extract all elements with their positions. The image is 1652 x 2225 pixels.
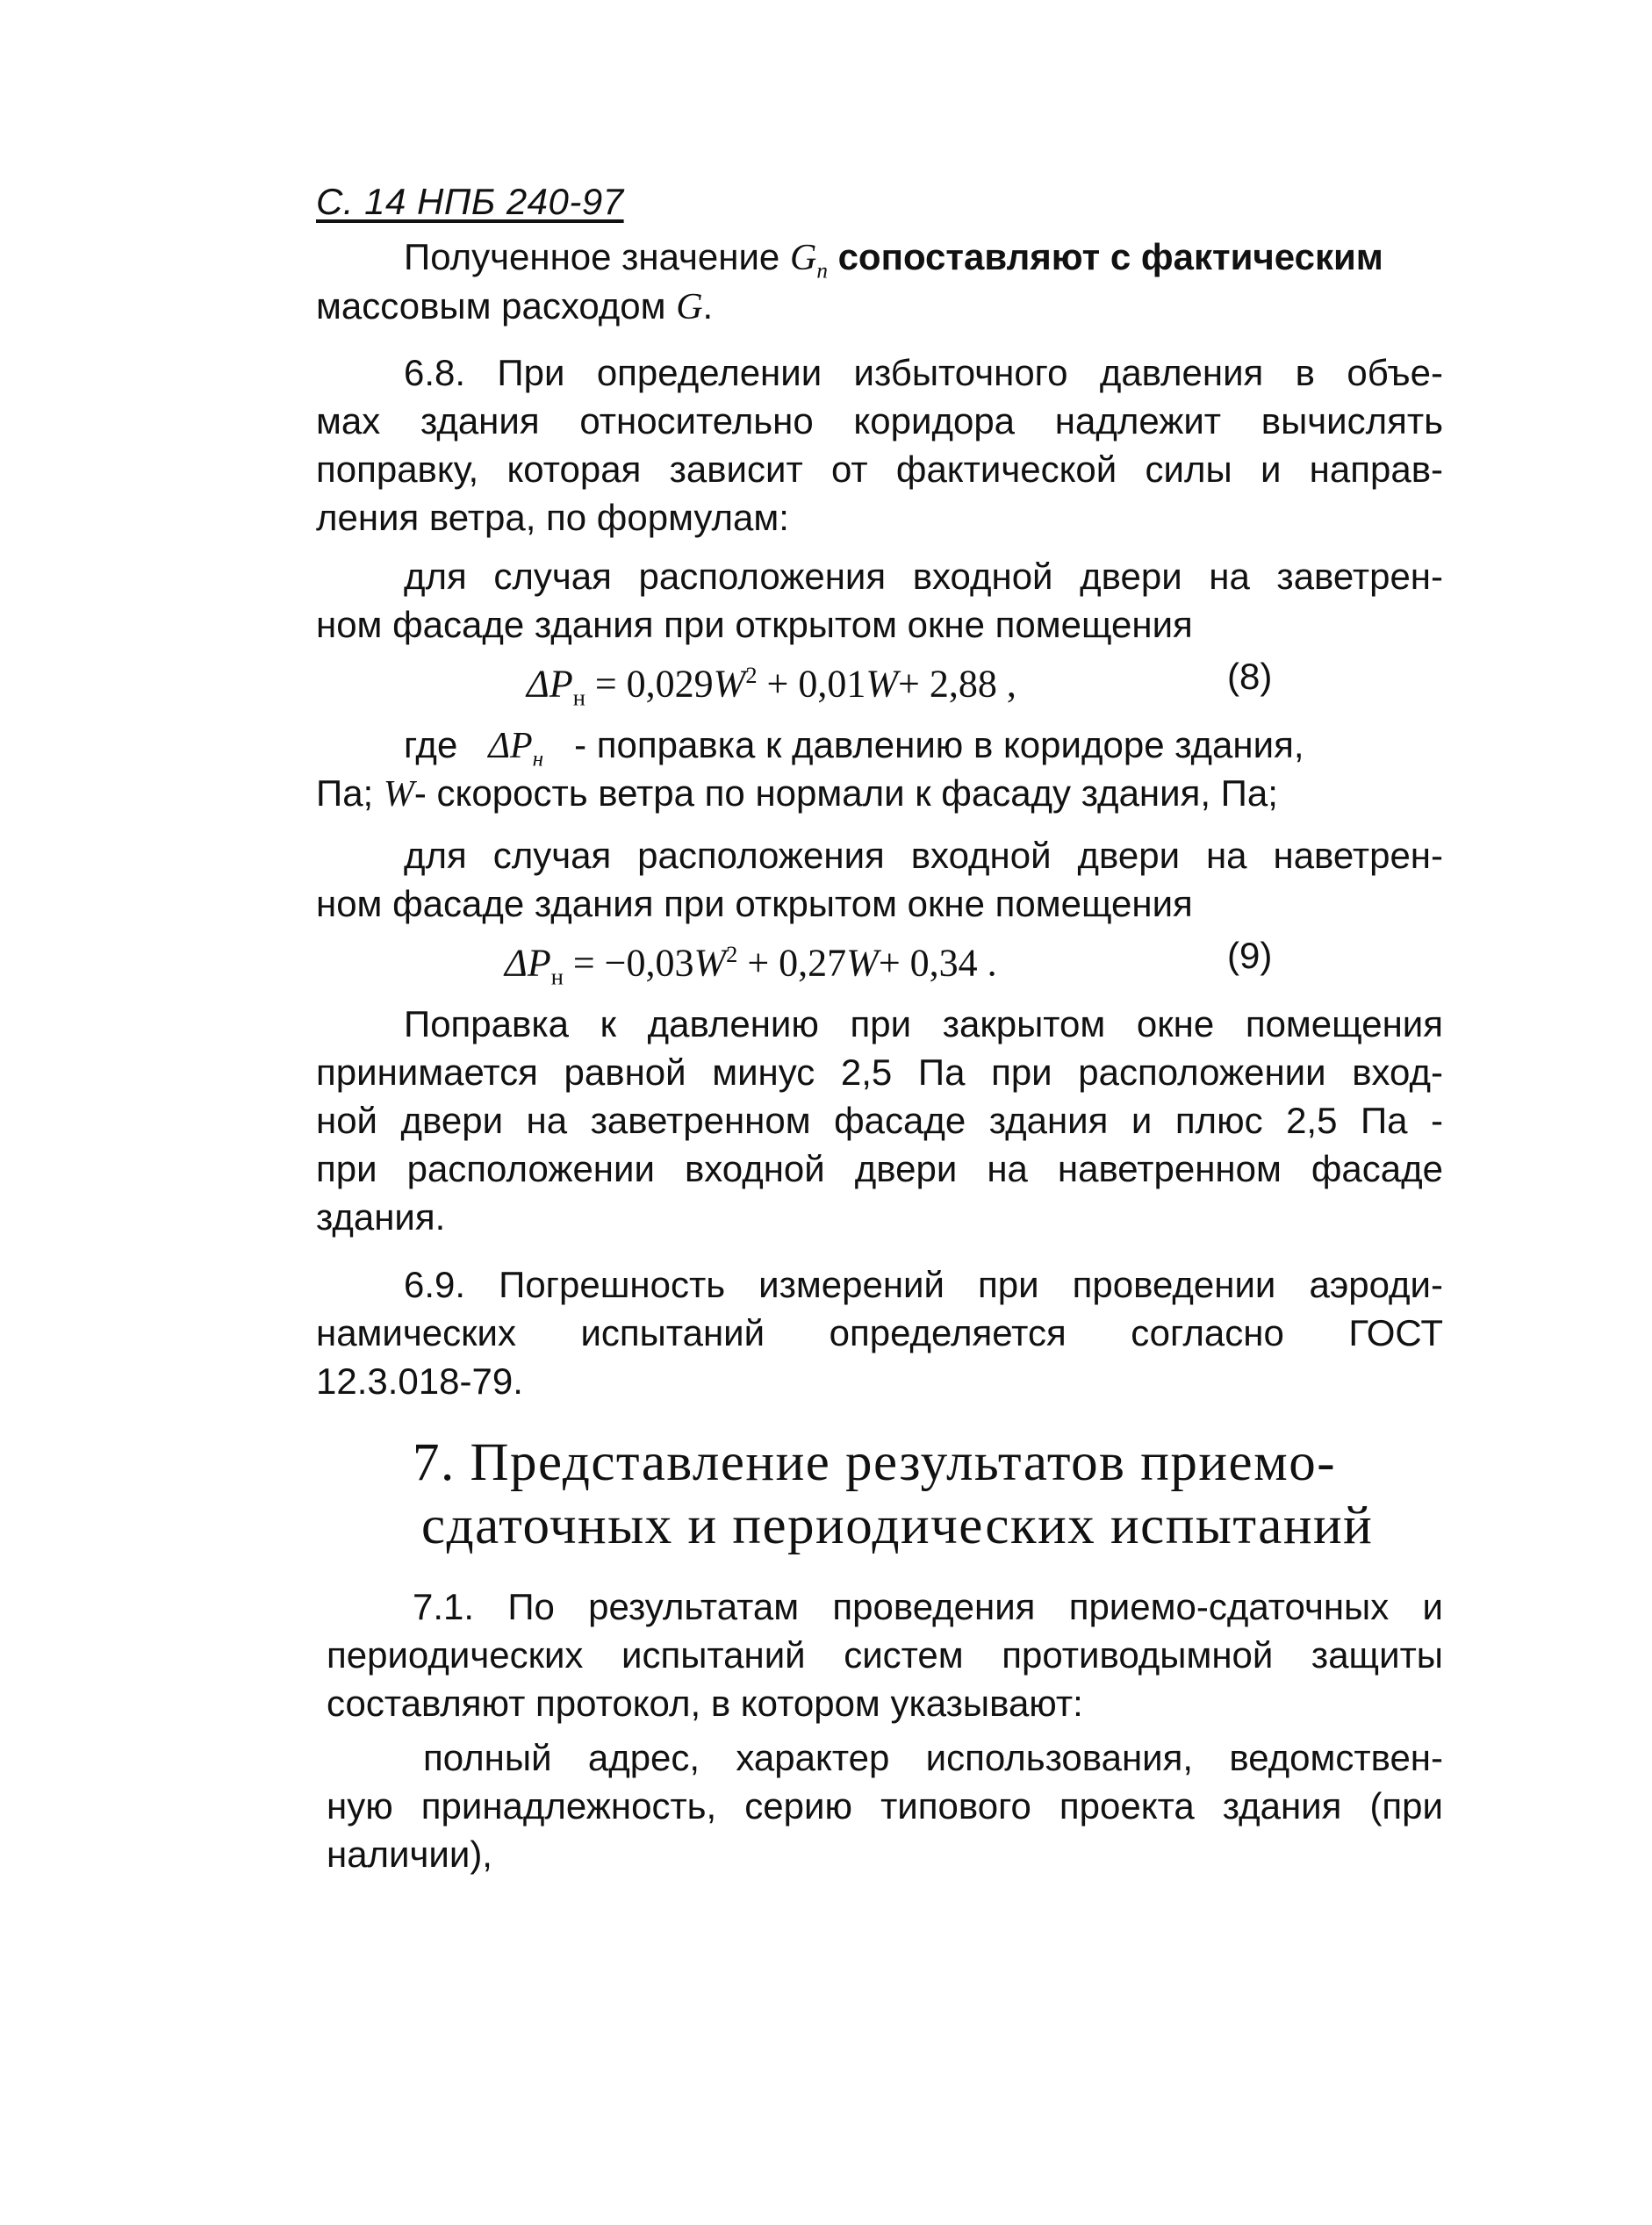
- paragraph-case-leeward-line-1: для случая расположения входной двери на заветрен-: [404, 556, 1443, 597]
- symbol-g: [789, 238, 828, 284]
- formula-constant: + 2,88 ,: [898, 662, 1016, 706]
- formula-9: [505, 930, 997, 1000]
- formula-subscript: н: [550, 963, 564, 990]
- paragraph-6-9-line-1: 6.9. Погрешность измерений при проведении аэроди-: [404, 1264, 1443, 1305]
- formula-coefficient: + 0,27: [737, 941, 847, 985]
- formula-variable-p: P: [527, 941, 551, 985]
- delta-symbol: Δ: [505, 941, 528, 985]
- text-span-period: .: [702, 285, 714, 327]
- text-span: - скорость ветра по нормали к фасаду здания, Па;: [413, 772, 1278, 814]
- paragraph-correction-line-5: здания.: [316, 1196, 446, 1238]
- formula-variable-w: W: [693, 941, 727, 985]
- symbol-delta-p: [488, 726, 544, 772]
- formula-8: [527, 651, 1016, 721]
- paragraph-7-1-line-3: составляют протокол, в котором указывают:: [327, 1683, 1083, 1724]
- paragraph-correction-line-2: принимается равной минус 2,5 Па при расположении вход-: [316, 1051, 1443, 1093]
- symbol-g-letter: G: [789, 238, 817, 278]
- paragraph-address-line-1: полный адрес, характер использования, ведомствен-: [423, 1737, 1443, 1778]
- formula-subscript: н: [572, 684, 585, 711]
- delta-symbol: Δ: [527, 662, 549, 706]
- equation-number-9: (9): [1227, 935, 1273, 976]
- symbol-g-2: G: [676, 287, 703, 327]
- page-header: С. 14 НПБ 240-97: [316, 181, 624, 222]
- paragraph-where-line-2: [316, 770, 1278, 818]
- paragraph-correction-line-4: при расположении входной двери на наветренном фасаде: [316, 1148, 1443, 1189]
- paragraph-6-8-line-2: мах здания относительно коридора надлежит вычислять: [316, 400, 1443, 441]
- text-span-bold: сопоставляют с фактическим: [837, 236, 1383, 277]
- paragraph-address-line-2: ную принадлежность, серию типового проекта здания (при: [327, 1785, 1443, 1827]
- formula-coefficient: = −0,03: [563, 941, 694, 985]
- formula-variable-p: P: [549, 662, 573, 706]
- text-span: массовым расходом: [316, 285, 666, 327]
- text-span: - поправка к давлению в коридоре здания,: [574, 724, 1304, 765]
- text-span: Полученное значение: [404, 236, 780, 277]
- paragraph-6-9-line-2: намических испытаний определяется согласно ГОСТ: [316, 1312, 1443, 1353]
- text-span: где: [404, 724, 458, 765]
- paragraph-obtained-value-line-2: [316, 283, 713, 331]
- symbol-g-subscript: п: [816, 259, 828, 284]
- paragraph-address-line-3: наличии),: [327, 1834, 492, 1875]
- symbol-w: W: [383, 774, 414, 815]
- symbol-p-letter: P: [509, 726, 533, 766]
- formula-coefficient: = 0,029: [585, 662, 714, 706]
- paragraph-case-leeward-line-2: ном фасаде здания при открытом окне помещения: [316, 604, 1193, 645]
- formula-constant: + 0,34 .: [878, 941, 997, 985]
- paragraph-case-windward-line-1: для случая расположения входной двери на наветрен-: [404, 835, 1443, 876]
- paragraph-6-8-line-4: ления ветра, по формулам:: [316, 497, 789, 538]
- equation-number-8: (8): [1227, 656, 1273, 697]
- paragraph-7-1-line-2: периодических испытаний систем противодымной защиты: [327, 1634, 1443, 1676]
- section-7-heading-line-1: 7. Представление результатов приемо-: [413, 1433, 1337, 1492]
- text-span: Па;: [316, 772, 374, 814]
- section-7-heading-line-2: сдаточных и периодических испытаний: [421, 1496, 1374, 1555]
- paragraph-correction-line-1: Поправка к давлению при закрытом окне помещения: [404, 1003, 1443, 1044]
- formula-exponent: 2: [726, 941, 738, 967]
- delta-symbol: Δ: [488, 726, 510, 766]
- paragraph-correction-line-3: ной двери на заветренном фасаде здания и плюс 2,5 Па -: [316, 1100, 1443, 1141]
- paragraph-7-1-line-1: 7.1. По результатам проведения приемо-сдаточных и: [413, 1586, 1443, 1627]
- formula-exponent: 2: [745, 662, 758, 688]
- formula-variable-w: W: [866, 662, 899, 706]
- paragraph-6-8-line-1: 6.8. При определении избыточного давления в объе-: [404, 352, 1443, 393]
- formula-coefficient: + 0,01: [757, 662, 866, 706]
- symbol-p-subscript: н: [532, 747, 544, 772]
- formula-variable-w: W: [713, 662, 746, 706]
- paragraph-6-8-line-3: поправку, которая зависит от фактической силы и направ-: [316, 449, 1443, 490]
- paragraph-case-windward-line-2: ном фасаде здания при открытом окне помещения: [316, 883, 1193, 924]
- paragraph-6-9-line-3: 12.3.018-79.: [316, 1360, 523, 1402]
- formula-variable-w: W: [846, 941, 879, 985]
